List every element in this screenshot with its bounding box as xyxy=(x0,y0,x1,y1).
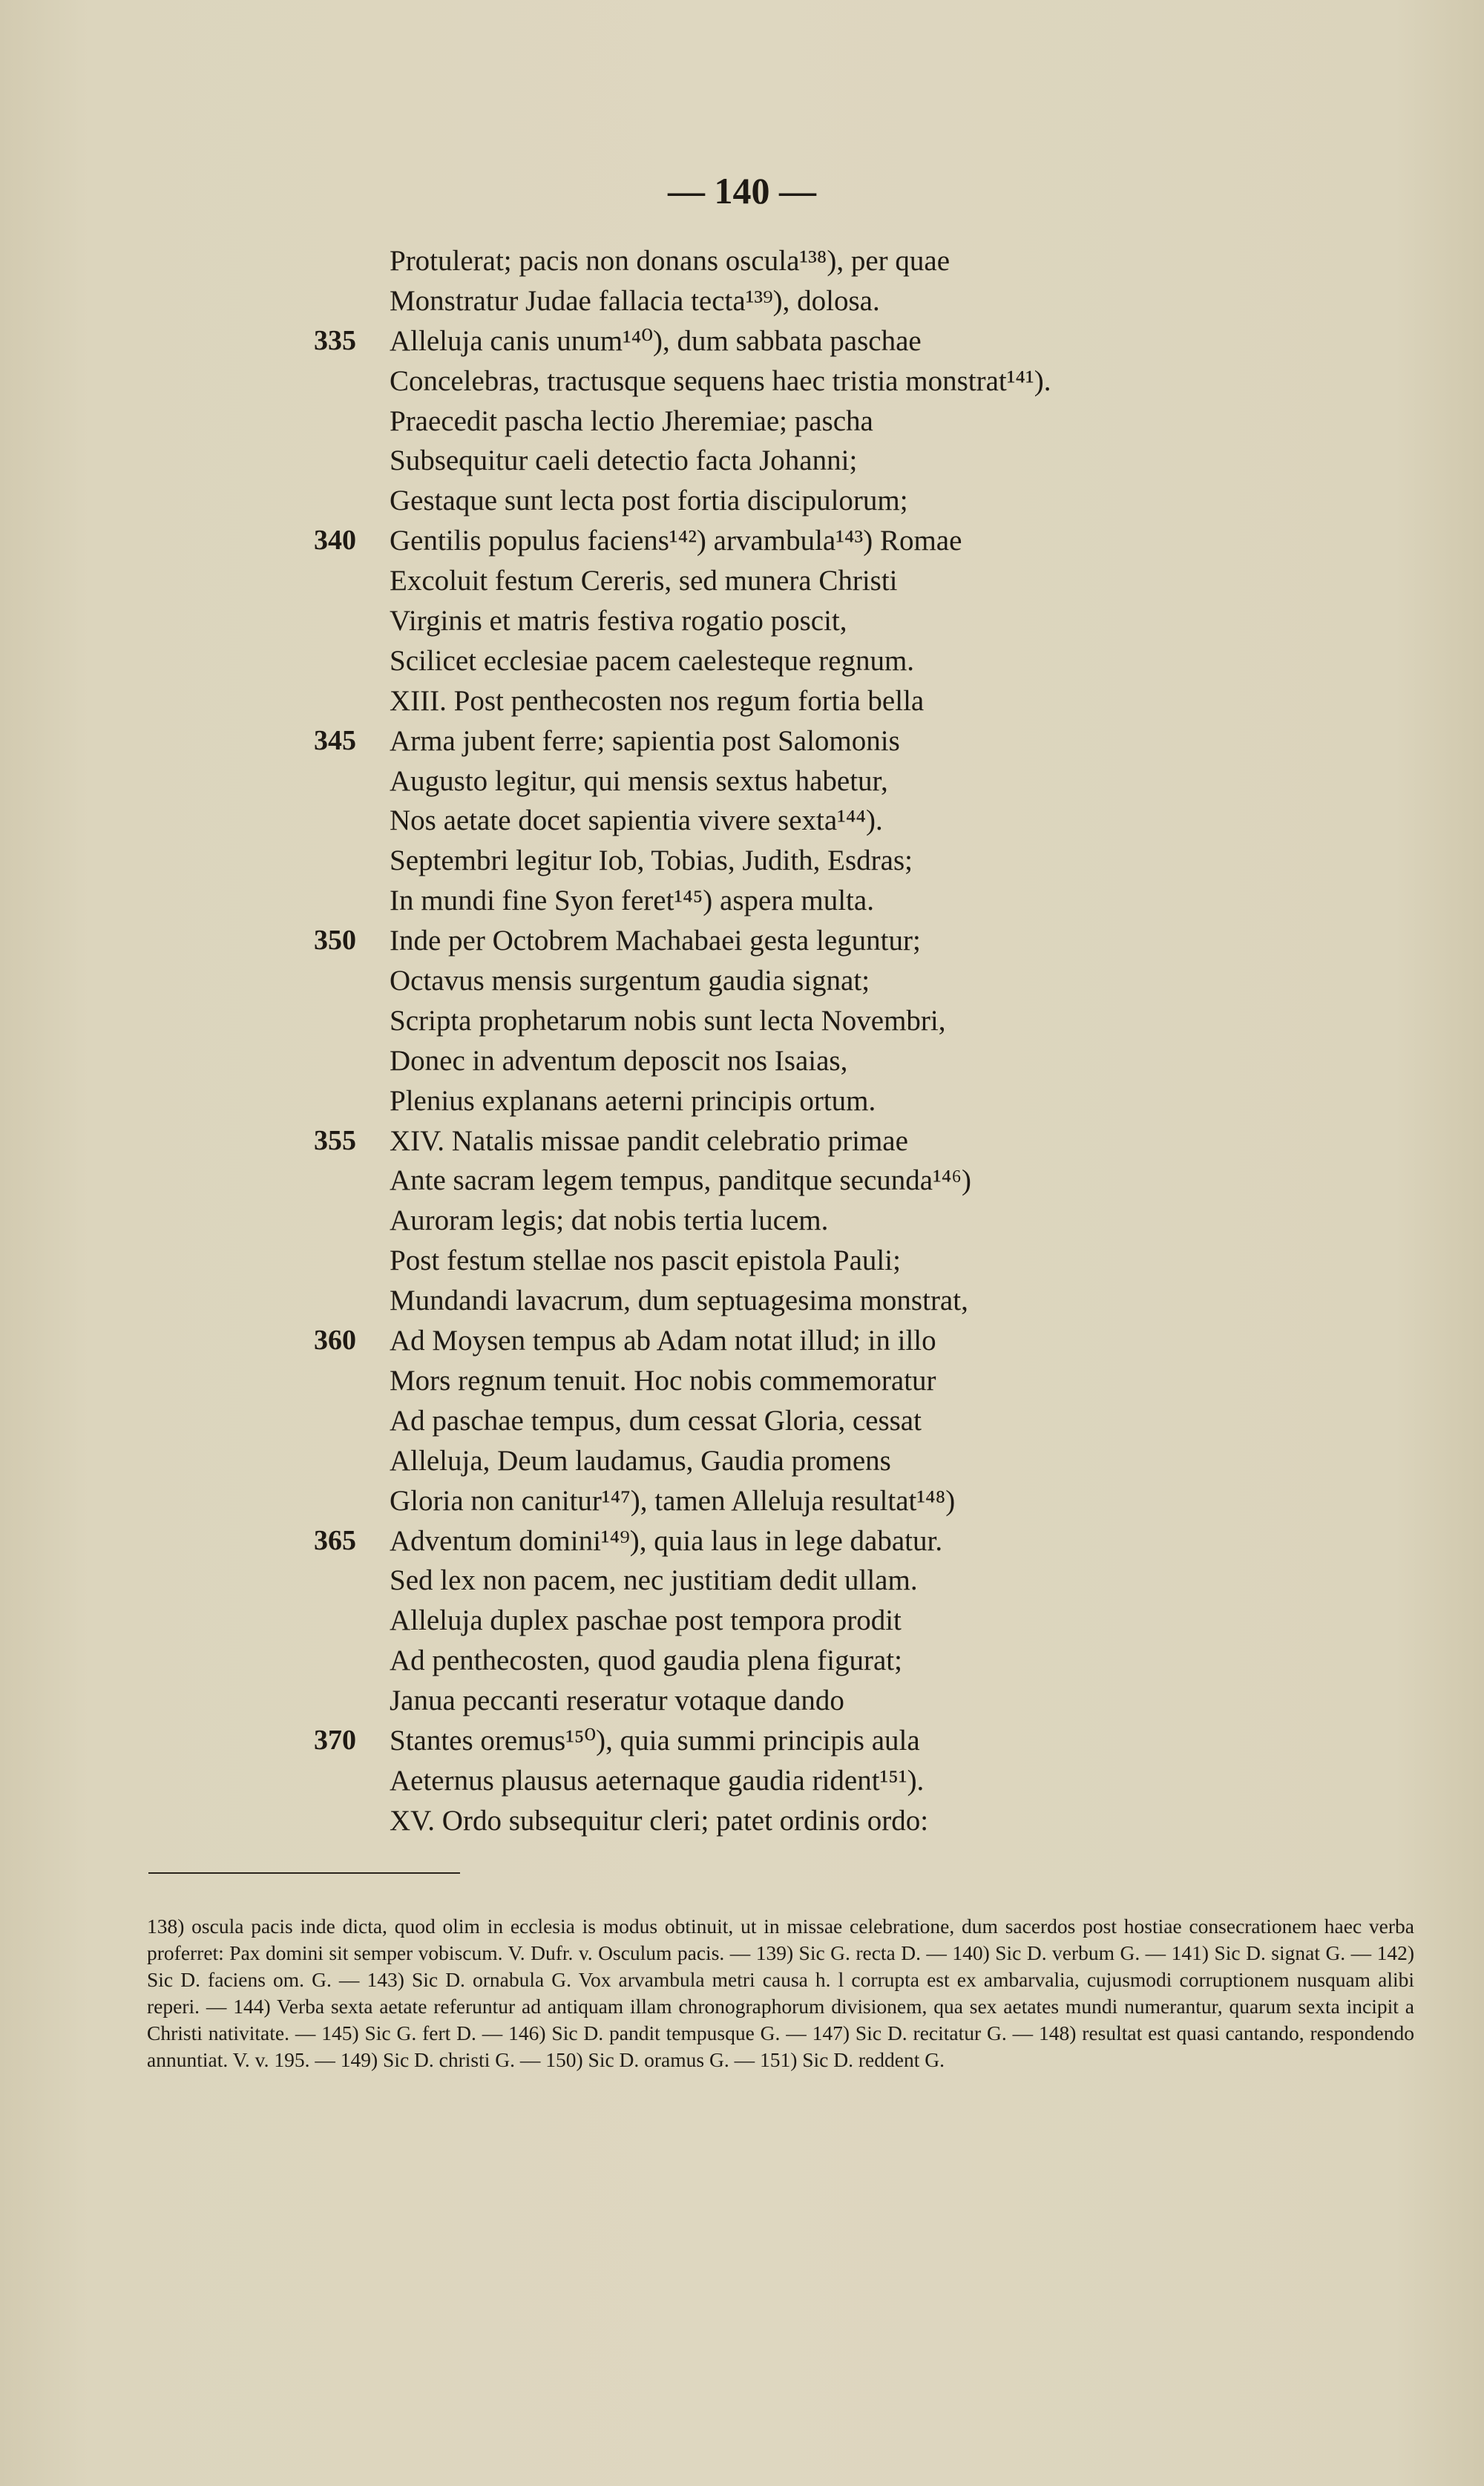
verse-text: Octavus mensis surgentum gaudia signat; xyxy=(390,965,870,997)
verse-line xyxy=(282,1281,1284,1321)
verse-line xyxy=(282,481,1284,521)
verse-line xyxy=(282,1001,1284,1041)
verse-text: XIII. Post penthecosten nos regum fortia bella xyxy=(390,684,925,717)
verse-text: Scilicet ecclesiae pacem caelesteque regnum. xyxy=(390,644,915,677)
verse-line xyxy=(282,561,1284,601)
verse-line xyxy=(282,1121,1284,1161)
verse-text: Alleluja canis unum¹⁴⁰), dum sabbata paschae xyxy=(390,324,922,357)
verse-number: 355 xyxy=(314,1124,356,1156)
verse-text: Augusto legitur, qui mensis sextus habetur, xyxy=(390,764,888,797)
verse-text: Ad Moysen tempus ab Adam notat illud; in illo xyxy=(390,1325,936,1357)
verse-text: Nos aetate docet sapientia vivere sexta¹⁴⁴). xyxy=(390,804,883,837)
page-number-header: — 140 — xyxy=(668,170,816,211)
verse-line xyxy=(282,721,1284,761)
verse-text: Adventum domini¹⁴⁹), quia laus in lege dabatur. xyxy=(390,1524,943,1557)
verse-number: 340 xyxy=(314,525,356,557)
verse-line xyxy=(282,321,1284,361)
verse-text: Alleluja, Deum laudamus, Gaudia promens xyxy=(390,1444,891,1477)
verse-line xyxy=(282,761,1284,801)
verse-line xyxy=(282,281,1284,321)
verse-line xyxy=(282,1641,1284,1681)
verse-number: 335 xyxy=(314,324,356,356)
poem-text xyxy=(282,241,1284,1841)
verse-line xyxy=(282,241,1284,281)
verse-text: Aeternus plausus aeternaque gaudia rident¹⁵¹). xyxy=(390,1764,925,1797)
verse-line xyxy=(282,1761,1284,1801)
verse-line xyxy=(282,1321,1284,1361)
verse-line xyxy=(282,801,1284,841)
verse-number: 360 xyxy=(314,1325,356,1357)
verse-line xyxy=(282,1361,1284,1401)
verse-text: Janua peccanti reseratur votaque dando xyxy=(390,1685,844,1717)
verse-line xyxy=(282,921,1284,961)
verse-line xyxy=(282,961,1284,1001)
verse-text: Concelebras, tractusque sequens haec tristia monstrat¹⁴¹). xyxy=(390,364,1051,397)
verse-text: Monstratur Judae fallacia tecta¹³⁹), dolosa. xyxy=(390,284,880,317)
verse-line xyxy=(282,401,1284,442)
verse-text: Post festum stellae nos pascit epistola Pauli; xyxy=(390,1244,901,1277)
verse-text: XIV. Natalis missae pandit celebratio primae xyxy=(390,1124,908,1157)
verse-text: Alleluja duplex paschae post tempora prodit xyxy=(390,1604,902,1637)
verse-text: Praecedit pascha lectio Jheremiae; pascha xyxy=(390,404,873,437)
verse-text: Sed lex non pacem, nec justitiam dedit ullam. xyxy=(390,1564,918,1597)
footnote-rule xyxy=(148,1872,460,1874)
verse-text: Subsequitur caeli detectio facta Johanni; xyxy=(390,445,858,477)
verse-text: Donec in adventum deposcit nos Isaias, xyxy=(390,1044,848,1077)
verse-line xyxy=(282,1801,1284,1841)
verse-text: Mors regnum tenuit. Hoc nobis commemoratur xyxy=(390,1364,936,1397)
verse-number: 365 xyxy=(314,1524,356,1556)
verse-text: Scripta prophetarum nobis sunt lecta Novembri, xyxy=(390,1004,946,1037)
verse-text: Septembri legitur Iob, Tobias, Judith, Esdras; xyxy=(390,844,913,877)
verse-line xyxy=(282,1601,1284,1641)
verse-line xyxy=(282,1041,1284,1081)
verse-line xyxy=(282,601,1284,641)
verse-text: Ad penthecosten, quod gaudia plena figurat; xyxy=(390,1644,902,1677)
verse-line xyxy=(282,641,1284,681)
verse-line xyxy=(282,681,1284,721)
verse-line xyxy=(282,1201,1284,1241)
verse-line xyxy=(282,1721,1284,1761)
verse-text: Auroram legis; dat nobis tertia lucem. xyxy=(390,1204,829,1237)
verse-line xyxy=(282,1241,1284,1281)
verse-line xyxy=(282,441,1284,481)
verse-line xyxy=(282,1521,1284,1561)
verse-text: Excoluit festum Cereris, sed munera Christi xyxy=(390,565,898,597)
verse-text: Arma jubent ferre; sapientia post Salomonis xyxy=(390,724,900,757)
footnotes: 138) oscula pacis inde dicta, quod olim in ecclesia is modus obtinuit, ut in missae celebratione, dum sacerdos post hostiae consecrationem haec verba proferret: Pax domini sit semper vobiscum. V. Dufr. v. Osculum pacis. — 139) Sic G. recta D. — 140) Sic D. verbum G. — 141) Sic D. signat G. — 142) Sic D. faciens om. G. — 143) Sic D. ornabula G. Vox arvambula metri causa h. l corrupta est ex ambarvalia, cujusmodi corruptionem nusquam alibi reperi. — 144) Verba sexta aetate referuntur ad antiquam illam chronographorum divisionem, qua sex aetates mundi numerantur, quarum sexta incipit a Christi nativitate. — 145) Sic G. fert D. — 146) Sic D. pandit tempusque G. — 147) Sic D. recitatur G. — 148) resultat est quasi cantando, respondendo annuntiat. V. v. 195. — 149) Sic D. christi G. — 150) Sic D. oramus G. — 151) Sic D. reddent G. xyxy=(147,1915,1414,2071)
verse-line xyxy=(282,841,1284,881)
verse-number: 370 xyxy=(314,1724,356,1756)
verse-text: XV. Ordo subsequitur cleri; patet ordinis ordo: xyxy=(390,1804,929,1837)
verse-text: Ante sacram legem tempus, panditque secunda¹⁴⁶) xyxy=(390,1164,971,1197)
verse-text: Stantes oremus¹⁵⁰), quia summi principis aula xyxy=(390,1724,920,1757)
verse-text: Protulerat; pacis non donans oscula¹³⁸), per quae xyxy=(390,245,951,277)
verse-line xyxy=(282,1481,1284,1521)
verse-text: Plenius explanans aeterni principis ortum. xyxy=(390,1084,876,1117)
verse-line xyxy=(282,1681,1284,1721)
verse-line xyxy=(282,521,1284,561)
verse-text: Gestaque sunt lecta post fortia discipulorum; xyxy=(390,485,908,517)
verse-line xyxy=(282,1441,1284,1481)
verse-text: Mundandi lavacrum, dum septuagesima monstrat, xyxy=(390,1285,968,1317)
verse-line xyxy=(282,1401,1284,1441)
verse-text: In mundi fine Syon feret¹⁴⁵) aspera multa. xyxy=(390,885,874,917)
verse-line xyxy=(282,361,1284,401)
verse-line xyxy=(282,881,1284,921)
verse-text: Gloria non canitur¹⁴⁷), tamen Alleluja resultat¹⁴⁸) xyxy=(390,1484,956,1517)
verse-number: 350 xyxy=(314,925,356,957)
verse-line xyxy=(282,1081,1284,1121)
verse-line xyxy=(282,1561,1284,1601)
verse-text: Virginis et matris festiva rogatio poscit, xyxy=(390,605,847,637)
verse-text: Ad paschae tempus, dum cessat Gloria, cessat xyxy=(390,1404,922,1437)
verse-text: Inde per Octobrem Machabaei gesta leguntur; xyxy=(390,925,921,957)
verse-text: Gentilis populus faciens¹⁴²) arvambula¹⁴³) Romae xyxy=(390,525,962,557)
verse-line xyxy=(282,1161,1284,1201)
verse-number: 345 xyxy=(314,724,356,756)
